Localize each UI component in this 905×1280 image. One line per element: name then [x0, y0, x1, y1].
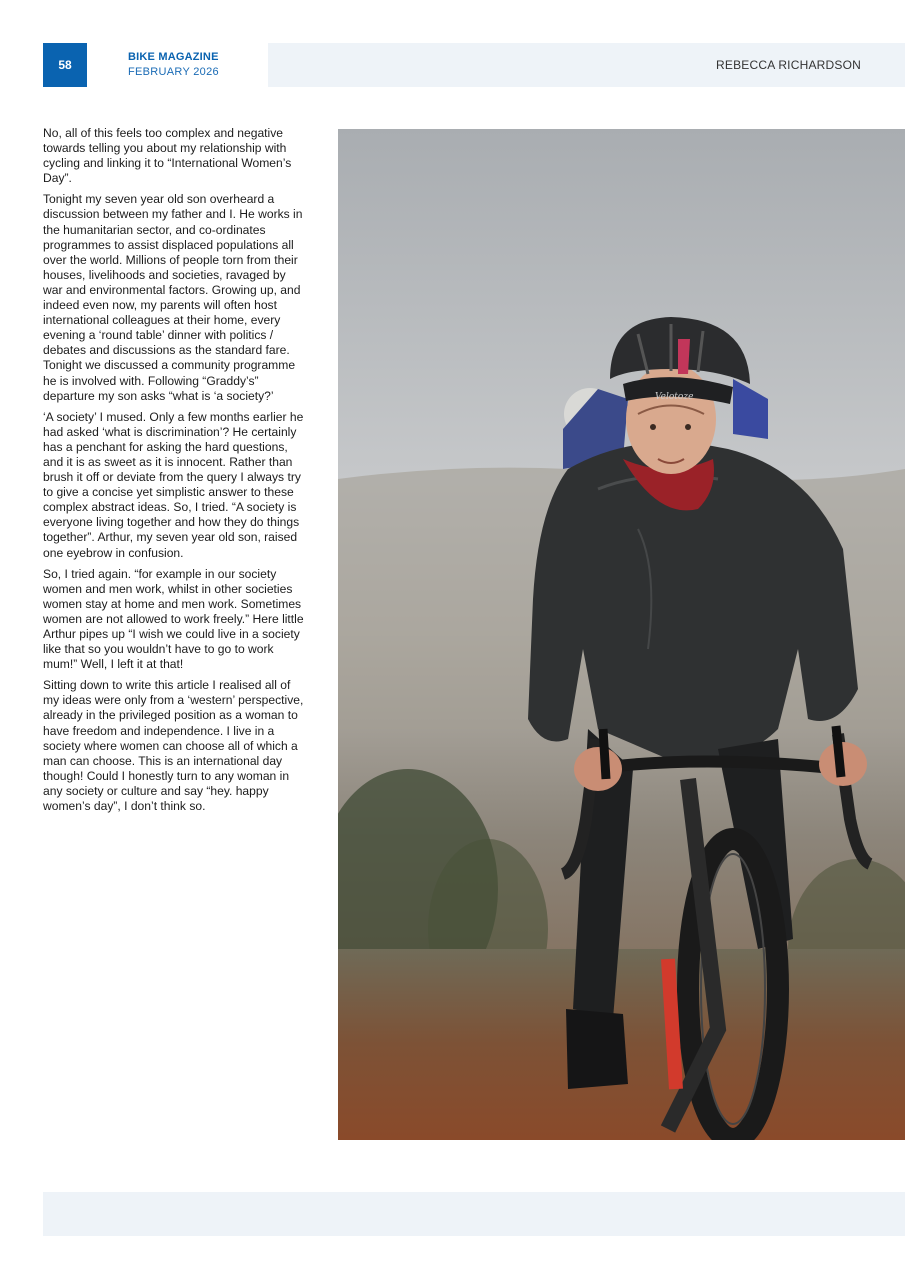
issue-date: FEBRUARY 2026 [128, 66, 219, 78]
author-name: REBECCA RICHARDSON [716, 58, 861, 72]
cyclist-photo [338, 129, 905, 1140]
masthead [128, 50, 219, 80]
article-paragraph: So, I tried again. “for example in our society women and men work, whilst in other societies women stay at home and men work. Sometimes women are not allowed to work freely.” Here little Arthur pipes up “I wish we could live in a society like that so you wouldn’t have to go to work mum!” Well, I left it at that! [43, 566, 304, 672]
article-body [43, 126, 308, 820]
page-number: 58 [43, 43, 87, 87]
article-paragraph: No, all of this feels too complex and negative towards telling you about my relationship with cycling and linking it to “International Women’s Day”. [43, 126, 292, 186]
article-paragraph: Tonight my seven year old son overheard a discussion between my father and I. He works in the humanitarian sector, and co-ordinates programmes to assist displaced populations all over the world. Millions of people torn from their houses, livelihoods and societies, ravaged by war and environmental factors. Growing up, and indeed even now, my parents will often host international colleagues at their home, every evening a ‘round table’ dinner with politics / debates and discussions as the standard fare. Tonight we discussed a community programme he is involved with. Following “Graddy’s” departure my son asks “what is ‘a society?’ [43, 192, 303, 403]
helmet-brand: Velotoze [655, 392, 694, 402]
article-paragraph: ‘A society’ I mused. Only a few months earlier he had asked ‘what is discrimination’? He certainly has a penchant for asking the hard questions, and it is as sweet as it is innocent. Rather than brush it off or deviate from the query I always try to give a concise yet simplistic answer to these complex abstract ideas. So, I tried. “A society is everyone living together and how they do things together”. Arthur, my seven year old son, raised one eyebrow in confusion. [43, 409, 304, 560]
article-paragraph: Sitting down to write this article I realised all of my ideas were only from a ‘western’ perspective, already in the privileged position as a woman to have freedom and independence. I live in a society where women can choose all of which a man can choose. This is an international day though! Could I honestly turn to any woman in any society or culture and say “hey. happy women’s day”, I don’t think so. [43, 678, 304, 814]
header-band [268, 43, 905, 87]
magazine-title: BIKE MAGAZINE [128, 51, 219, 63]
footer-band [43, 1192, 905, 1236]
cyclist-illustration [338, 129, 905, 1140]
